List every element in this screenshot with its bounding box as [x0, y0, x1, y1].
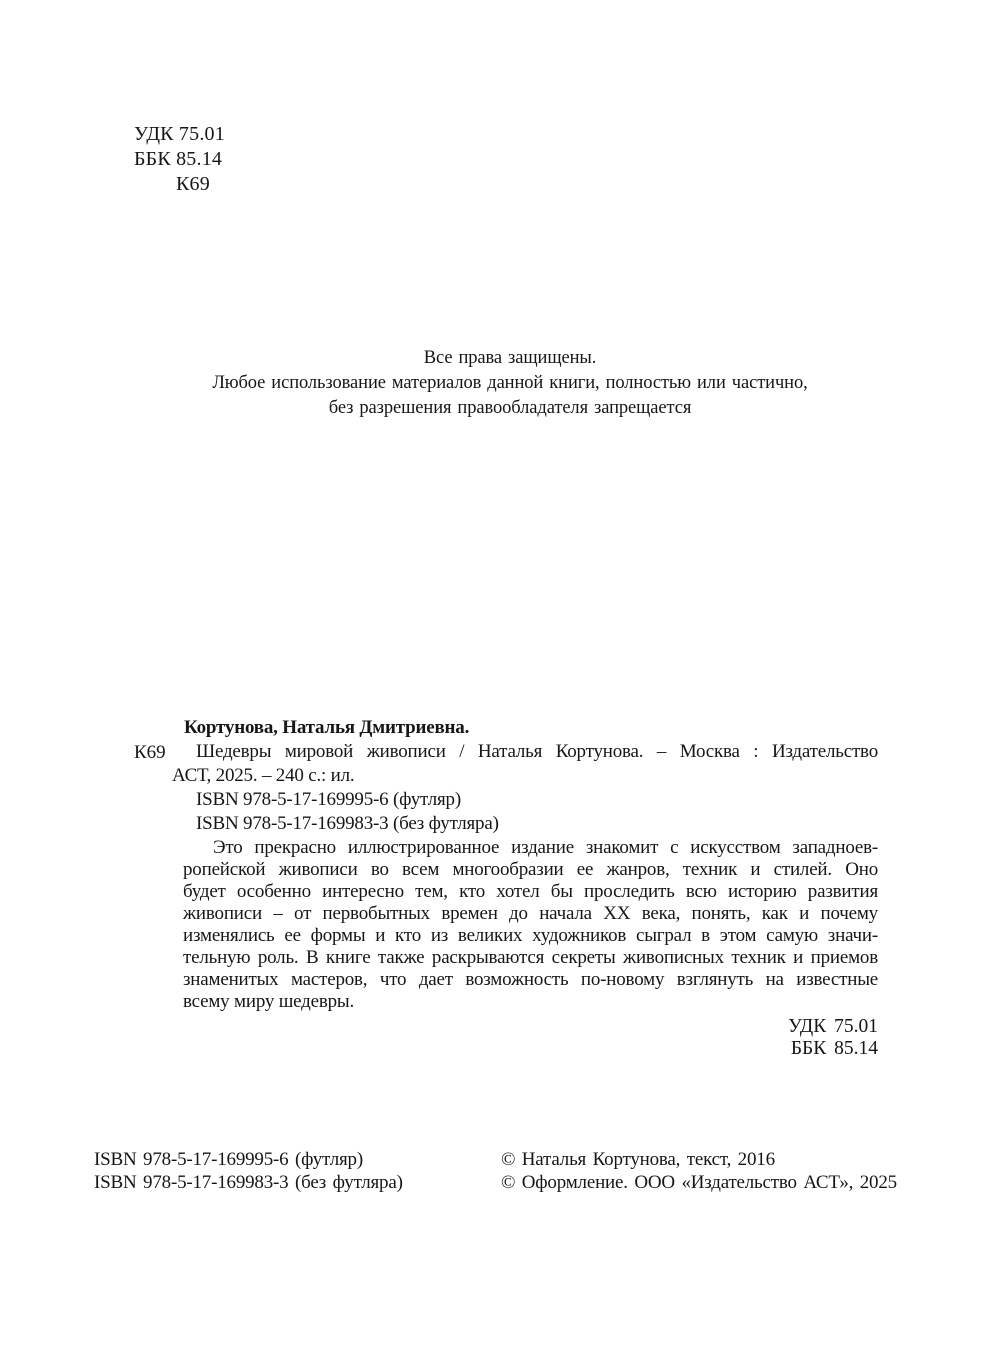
annotation-line: Это прекрасно иллюстрированное издание знакомит с искусством западноев- — [213, 837, 878, 858]
annotation-line: ропейской живописи во всем многообразии ее жанров, техник и стилей. Оно — [183, 859, 878, 880]
bibliographic-description-line: Шедевры мировой живописи / Наталья Кортунова. – Москва : Издательство — [196, 741, 878, 762]
footer-isbn-line: ISBN 978-5-17-169995-6 (футляр) — [94, 1149, 363, 1170]
annotation-line: живописи – от первобытных времен до начала XX века, понять, как и почему — [183, 903, 878, 924]
udc-code: УДК 75.01 — [134, 123, 225, 145]
rights-notice-line: Все права защищены. — [423, 348, 597, 368]
rights-notice-line: Любое использование материалов данной книги, полностью или частично, — [212, 373, 808, 393]
author-sign: К69 — [176, 173, 210, 195]
bibliographic-description-line: АСТ, 2025. – 240 с.: ил. — [172, 765, 355, 786]
top-classification-codes — [134, 122, 225, 197]
rights-notice — [60, 346, 960, 421]
annotation-line: изменялись ее формы и кто из великих художников сыграл в этом самую значи- — [183, 925, 878, 946]
copyright-line: © Оформление. ООО «Издательство АСТ», 2025 — [501, 1172, 897, 1193]
annotation-line: тельную роль. В книге также раскрываются секреты живописных техник и приемов — [183, 947, 878, 968]
footer-copyright-block — [501, 1148, 897, 1194]
footer-isbn-line: ISBN 978-5-17-169983-3 (без футляра) — [94, 1172, 403, 1193]
catalog-card — [172, 716, 878, 836]
udc-code: УДК 75.01 — [788, 1016, 878, 1037]
copyright-line: © Наталья Кортунова, текст, 2016 — [501, 1149, 775, 1170]
catalog-author-sign: К69 — [134, 742, 166, 763]
annotation-paragraph — [183, 837, 878, 1013]
bbk-code: ББК 85.14 — [790, 1037, 878, 1059]
annotation-line: знаменитых мастеров, что дает возможность по-новому взглянуть на известные — [183, 969, 878, 990]
bbk-code: ББК 85.14 — [134, 148, 223, 170]
rights-notice-line: без разрешения правообладателя запрещается — [328, 398, 692, 418]
isbn-line: ISBN 978-5-17-169983-3 (без футляра) — [196, 813, 499, 834]
isbn-line: ISBN 978-5-17-169995-6 (футляр) — [196, 789, 461, 810]
footer-isbn-block — [94, 1148, 403, 1194]
annotation-line: будет особенно интересно тем, кто хотел бы проследить всю историю развития — [183, 881, 878, 902]
annotation-line: всему миру шедевры. — [183, 991, 355, 1012]
bottom-classification-codes — [600, 1016, 878, 1059]
author-heading: Кортунова, Наталья Дмитриевна. — [184, 717, 470, 738]
